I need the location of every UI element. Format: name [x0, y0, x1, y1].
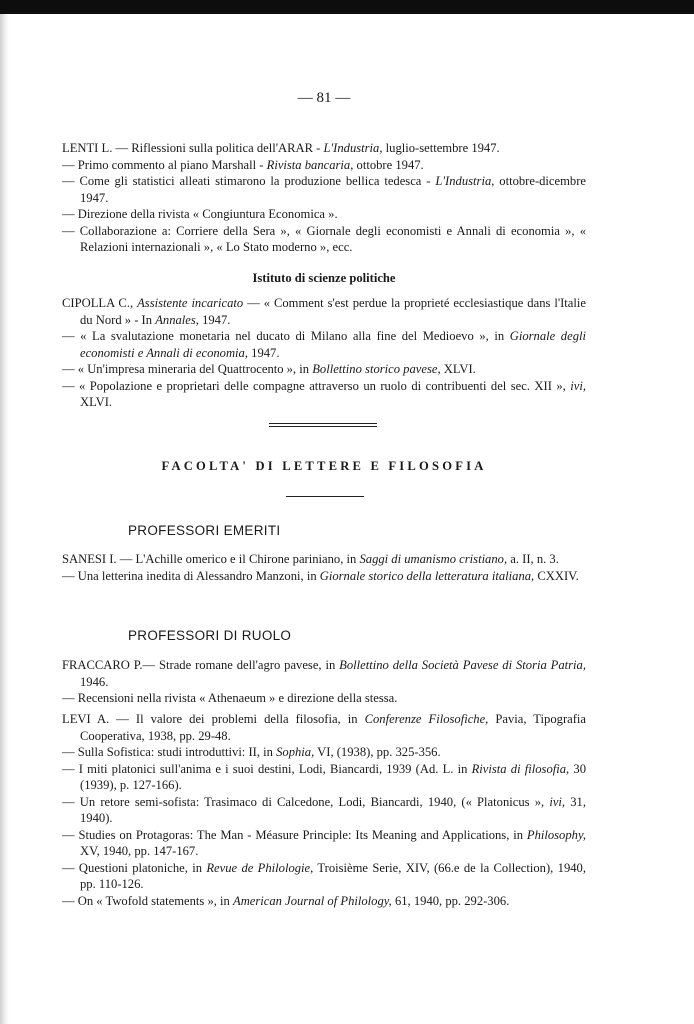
cipolla-entry — [62, 378, 586, 411]
citation-text: 1946. — [80, 674, 109, 689]
citation-text: — « La svalutazione monetaria nel ducato di Milano alla fine del Medioevo », in — [62, 329, 510, 343]
citation-text: SANESI I. — L'Achille omerico e il Chirone pariniano, in — [62, 552, 360, 566]
page-number: — 81 — — [297, 90, 351, 106]
faculty-underline — [286, 496, 364, 497]
levi-entry — [62, 893, 586, 910]
sanesi-entry — [62, 551, 586, 568]
fraccaro-entries — [62, 657, 586, 707]
citation-text: 61, 1940, pp. 292-306. — [391, 893, 510, 908]
citation-text: VI, (1938), pp. 325-356. — [314, 745, 441, 759]
citation-text: — « Un'impresa mineraria del Quattrocento », in — [62, 362, 313, 376]
levi-entry — [62, 794, 586, 827]
citation-title: Sophia, — [276, 745, 315, 759]
citation-title: Conferenze Filosofiche, — [364, 712, 489, 726]
citation-text: — « Popolazione e proprietari delle compagne attraverso un ruolo di contribuenti del sec. XII », — [62, 378, 571, 393]
levi-entry — [62, 744, 586, 761]
citation-text: — Sulla Sofistica: studi introduttivi: II, in — [62, 745, 277, 759]
citation-title: Assistente incaricato — [137, 296, 244, 310]
citation-text: LENTI L. — Riflessioni sulla politica dell'ARAR - — [62, 141, 324, 155]
sanesi-entry — [62, 568, 586, 585]
cipolla-entry — [62, 361, 586, 378]
citation-title: Rivista bancaria, — [266, 157, 354, 172]
section-divider — [269, 423, 377, 427]
fraccaro-entry — [62, 657, 586, 690]
citation-text: 1947. — [248, 345, 280, 360]
scan-shadow-left — [0, 14, 9, 1024]
citation-text: ottobre-dicembre 1947. — [80, 174, 586, 205]
lenti-entry — [62, 223, 586, 256]
lenti-entry — [62, 157, 586, 174]
faculty-heading: FACOLTA' DI LETTERE E FILOSOFIA — [161, 459, 487, 473]
citation-text: XLVI. — [440, 362, 476, 376]
citation-title: Bollettino storico pavese, — [312, 362, 441, 376]
citation-text: — « Comment s'est perdue la proprieté ecclesiastique dans l'Italie du Nord » - In — [80, 296, 586, 327]
citation-title: ivi, — [549, 794, 566, 809]
citation-text: CXXIV. — [534, 568, 579, 583]
levi-entry — [62, 711, 586, 744]
cipolla-entry — [62, 328, 586, 361]
citation-text: — Collaborazione a: Corriere della Sera », « Giornale degli economisti e Annali di economia », « Relazioni internazionali », « Lo Stato moderno », ecc. — [62, 223, 586, 254]
citation-text: — On « Twofold statements », in — [62, 893, 233, 908]
cipolla-entry — [62, 295, 586, 328]
citation-title: American Journal of Philology, — [233, 893, 392, 908]
levi-entry — [62, 761, 586, 794]
cipolla-entries — [62, 295, 586, 411]
citation-title: ivi, — [570, 378, 586, 393]
citation-text: 31, 1940). — [80, 794, 586, 825]
emeriti-heading: PROFESSORI EMERITI — [128, 523, 281, 538]
citation-text: — Un retore semi-sofista: Trasimaco di Calcedone, Lodi, Biancardi, 1940, (« Platonicus », — [62, 794, 550, 809]
citation-text: XV, 1940, pp. 147-167. — [80, 844, 199, 858]
citation-text: LEVI A. — Il valore dei problemi della filosofia, in — [62, 712, 365, 726]
citation-text: luglio-settembre 1947. — [382, 141, 500, 155]
citation-text: Troisième Serie, XIV, (66.e de la Collection), 1940, pp. 110-126. — [80, 860, 587, 891]
citation-text: CIPOLLA C., — [62, 296, 138, 310]
citation-text: FRACCARO P.— Strade romane dell'agro pavese, in — [62, 658, 340, 672]
citation-text: 30 (1939), p. 127-166). — [80, 761, 586, 792]
citation-title: Bollettino della Società Pavese di Storia Patria, — [339, 658, 586, 672]
levi-entry — [62, 827, 586, 860]
citation-text: — Questioni platoniche, in — [62, 860, 207, 875]
levi-entry — [62, 860, 586, 893]
citation-title: L'Industria, — [323, 141, 383, 155]
sanesi-entries — [62, 551, 586, 584]
lenti-entry — [62, 173, 586, 206]
citation-title: L'Industria, — [435, 174, 495, 188]
istituto-heading: Istituto di scienze politiche — [252, 271, 396, 285]
levi-entries — [62, 711, 586, 909]
citation-text: — I miti platonici sull'anima e i suoi destini, Lodi, Biancardi, 1939 (Ad. L. in — [62, 761, 472, 776]
ruolo-heading: PROFESSORI DI RUOLO — [128, 628, 292, 643]
citation-text: Pavia, Tipografia Cooperativa, 1938, pp. 29-48. — [80, 712, 587, 743]
citation-text: — Una letterina inedita di Alessandro Manzoni, in — [62, 568, 320, 583]
lenti-entries — [62, 140, 586, 256]
citation-title: Saggi di umanismo cristiano, — [359, 552, 508, 566]
citation-text: — Direzione della rivista « Congiuntura Economica ». — [62, 207, 338, 221]
citation-text: — Come gli statistici alleati stimarono la produzione bellica tedesca - — [62, 174, 436, 188]
citation-title: Rivista di filosofia, — [471, 761, 570, 776]
citation-text: — Studies on Protagoras: The Man - Méasure Principle: Its Meaning and Applications, in — [62, 827, 527, 842]
citation-text: 1947. — [198, 312, 231, 327]
citation-text: ottobre 1947. — [353, 157, 424, 172]
citation-text: a. II, n. 3. — [507, 552, 559, 566]
citation-title: Philosophy, — [526, 827, 586, 842]
citation-title: Annales, — [155, 312, 199, 327]
citation-title: Revue de Philologie, — [206, 860, 314, 875]
document-page — [62, 0, 586, 1024]
citation-text: XLVI. — [80, 395, 113, 409]
citation-title: Giornale storico della letteratura italiana, — [319, 568, 535, 583]
citation-text: — Primo commento al piano Marshall - — [62, 157, 267, 172]
fraccaro-entry — [62, 690, 586, 707]
lenti-entry — [62, 206, 586, 223]
citation-title: Giornale degli economisti e Annali di economia, — [80, 329, 586, 360]
lenti-entry — [62, 140, 586, 157]
citation-text: — Recensioni nella rivista « Athenaeum » e direzione della stessa. — [62, 691, 398, 705]
